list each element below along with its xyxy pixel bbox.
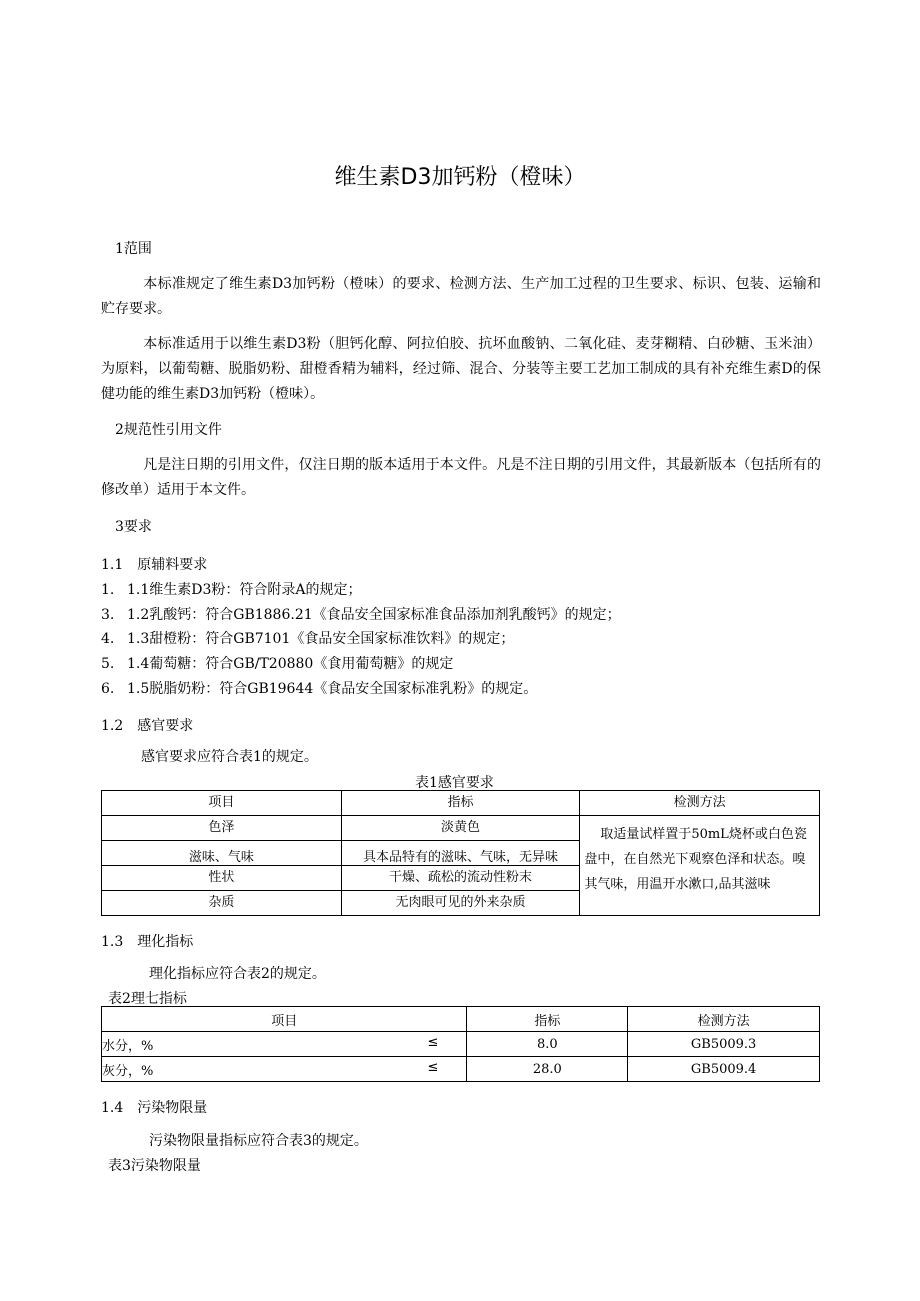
table-cell-item: 性状 xyxy=(102,866,342,891)
table-header-row xyxy=(102,791,820,816)
table-1-caption: 表1感官要求 xyxy=(415,775,494,791)
section-1-paragraph-1 xyxy=(101,272,821,322)
list-item: 4. 1.3甜橙粉：符合GB7101《食品安全国家标准饮料》的规定； xyxy=(101,631,515,647)
subsection-1-1 xyxy=(101,554,207,574)
table-cell-spec: 无肉眼可见的外来杂质 xyxy=(341,891,580,916)
paragraph-text: 本标准规定了维生素D3加钙粉（橙味）的要求、检测方法、生产加工过程的卫生要求、标识、包装、运输和贮存要求。 xyxy=(101,276,821,317)
subsection-title: 理化指标 xyxy=(137,934,194,950)
subsection-title: 感官要求 xyxy=(137,718,194,734)
section-2-paragraph-1 xyxy=(101,453,821,503)
subsection-number: 1.4 xyxy=(101,1100,124,1116)
table-header-row xyxy=(102,1007,820,1032)
list-item: 3. 1.2乳酸钙：符合GB1886.21《食品安全国家标准食品添加剂乳酸钙》的规定； xyxy=(101,607,621,623)
subsection-title: 污染物限量 xyxy=(137,1100,208,1116)
table-header: 项目 xyxy=(102,791,342,816)
table-cell-spec: 淡黄色 xyxy=(341,816,580,841)
table-cell-spec: 干燥、疏松的流动性粉末 xyxy=(341,866,580,891)
list-item: 1. 1.1维生素D3粉：符合附录A的规定； xyxy=(101,582,362,598)
table-cell-method: GB5009.3 xyxy=(628,1032,820,1057)
table-header: 指标 xyxy=(467,1007,628,1032)
table-cell-value: 28.0 xyxy=(467,1057,628,1082)
table-header: 指标 xyxy=(341,791,580,816)
table-cell-item: 色泽 xyxy=(102,816,342,841)
table-row xyxy=(102,816,820,841)
subsection-1-3-text: 理化指标应符合表2的规定。 xyxy=(149,966,326,982)
subsection-number: 1.3 xyxy=(101,934,124,950)
table-2-caption: 表2理七指标 xyxy=(108,991,187,1007)
table-cell-item: 水分，% ≤ xyxy=(102,1032,467,1057)
subsection-number: 1.1 xyxy=(101,557,124,573)
table-header: 检测方法 xyxy=(628,1007,820,1032)
section-3-heading: 3要求 xyxy=(115,519,152,535)
section-2-heading: 2规范性引用文件 xyxy=(115,422,222,438)
table-cell-value: 8.0 xyxy=(467,1032,628,1057)
table-row xyxy=(102,1032,820,1057)
list-item: 6. 1.5脱脂奶粉：符合GB19644《食品安全国家标准乳粉》的规定。 xyxy=(101,681,538,697)
table-3-caption: 表3污染物限量 xyxy=(108,1158,201,1174)
table-cell-method: 取适量试样置于50mL烧杯或白色瓷盘中，在自然光下观察色泽和状态。嗅其气味，用温开水漱口,品其滋味 xyxy=(580,816,820,916)
paragraph-text: 凡是注日期的引用文件，仅注日期的版本适用于本文件。凡是不注日期的引用文件，其最新版本（包括所有的修改单）适用于本文件。 xyxy=(101,457,821,498)
paragraph-text: 本标准适用于以维生素D3粉（胆钙化醇、阿拉伯胶、抗坏血酸钠、二氧化硅、麦芽糊精、白砂糖、玉米油）为原料，以葡萄糖、脱脂奶粉、甜橙香精为辅料，经过筛、混合、分装等主要工艺加工制成的具有补充维生素D的保健功能的维生素D3加钙粉（橙味）。 xyxy=(101,336,821,402)
sensory-requirements-table xyxy=(101,790,820,916)
table-cell-item: 杂质 xyxy=(102,891,342,916)
physicochemical-table xyxy=(101,1006,820,1082)
section-1-paragraph-2 xyxy=(101,332,821,407)
less-equal-sign: ≤ xyxy=(427,1034,439,1050)
subsection-1-3 xyxy=(101,931,193,951)
subsection-1-2-text: 感官要求应符合表1的规定。 xyxy=(141,749,318,765)
table-row xyxy=(102,1057,820,1082)
table-cell-item: 滋味、气味 xyxy=(102,841,342,866)
table-header: 项目 xyxy=(102,1007,467,1032)
table-cell-item: 灰分，% ≤ xyxy=(102,1057,467,1082)
table-cell-spec: 具本品特有的滋味、气味，无异味 xyxy=(341,841,580,866)
subsection-number: 1.2 xyxy=(101,718,124,734)
list-item: 5. 1.4葡萄糖：符合GB/T20880《食用葡萄糖》的规定 xyxy=(101,656,454,672)
subsection-1-2 xyxy=(101,715,193,735)
subsection-1-4-text: 污染物限量指标应符合表3的规定。 xyxy=(149,1133,368,1149)
table-cell-method: GB5009.4 xyxy=(628,1057,820,1082)
subsection-1-4 xyxy=(101,1097,207,1117)
less-equal-sign: ≤ xyxy=(427,1059,439,1075)
section-1-heading: 1范围 xyxy=(115,241,152,257)
subsection-title: 原辅料要求 xyxy=(137,557,208,573)
table-header: 检测方法 xyxy=(580,791,820,816)
document-title: 维生素D3加钙粉（橙味） xyxy=(334,165,586,190)
